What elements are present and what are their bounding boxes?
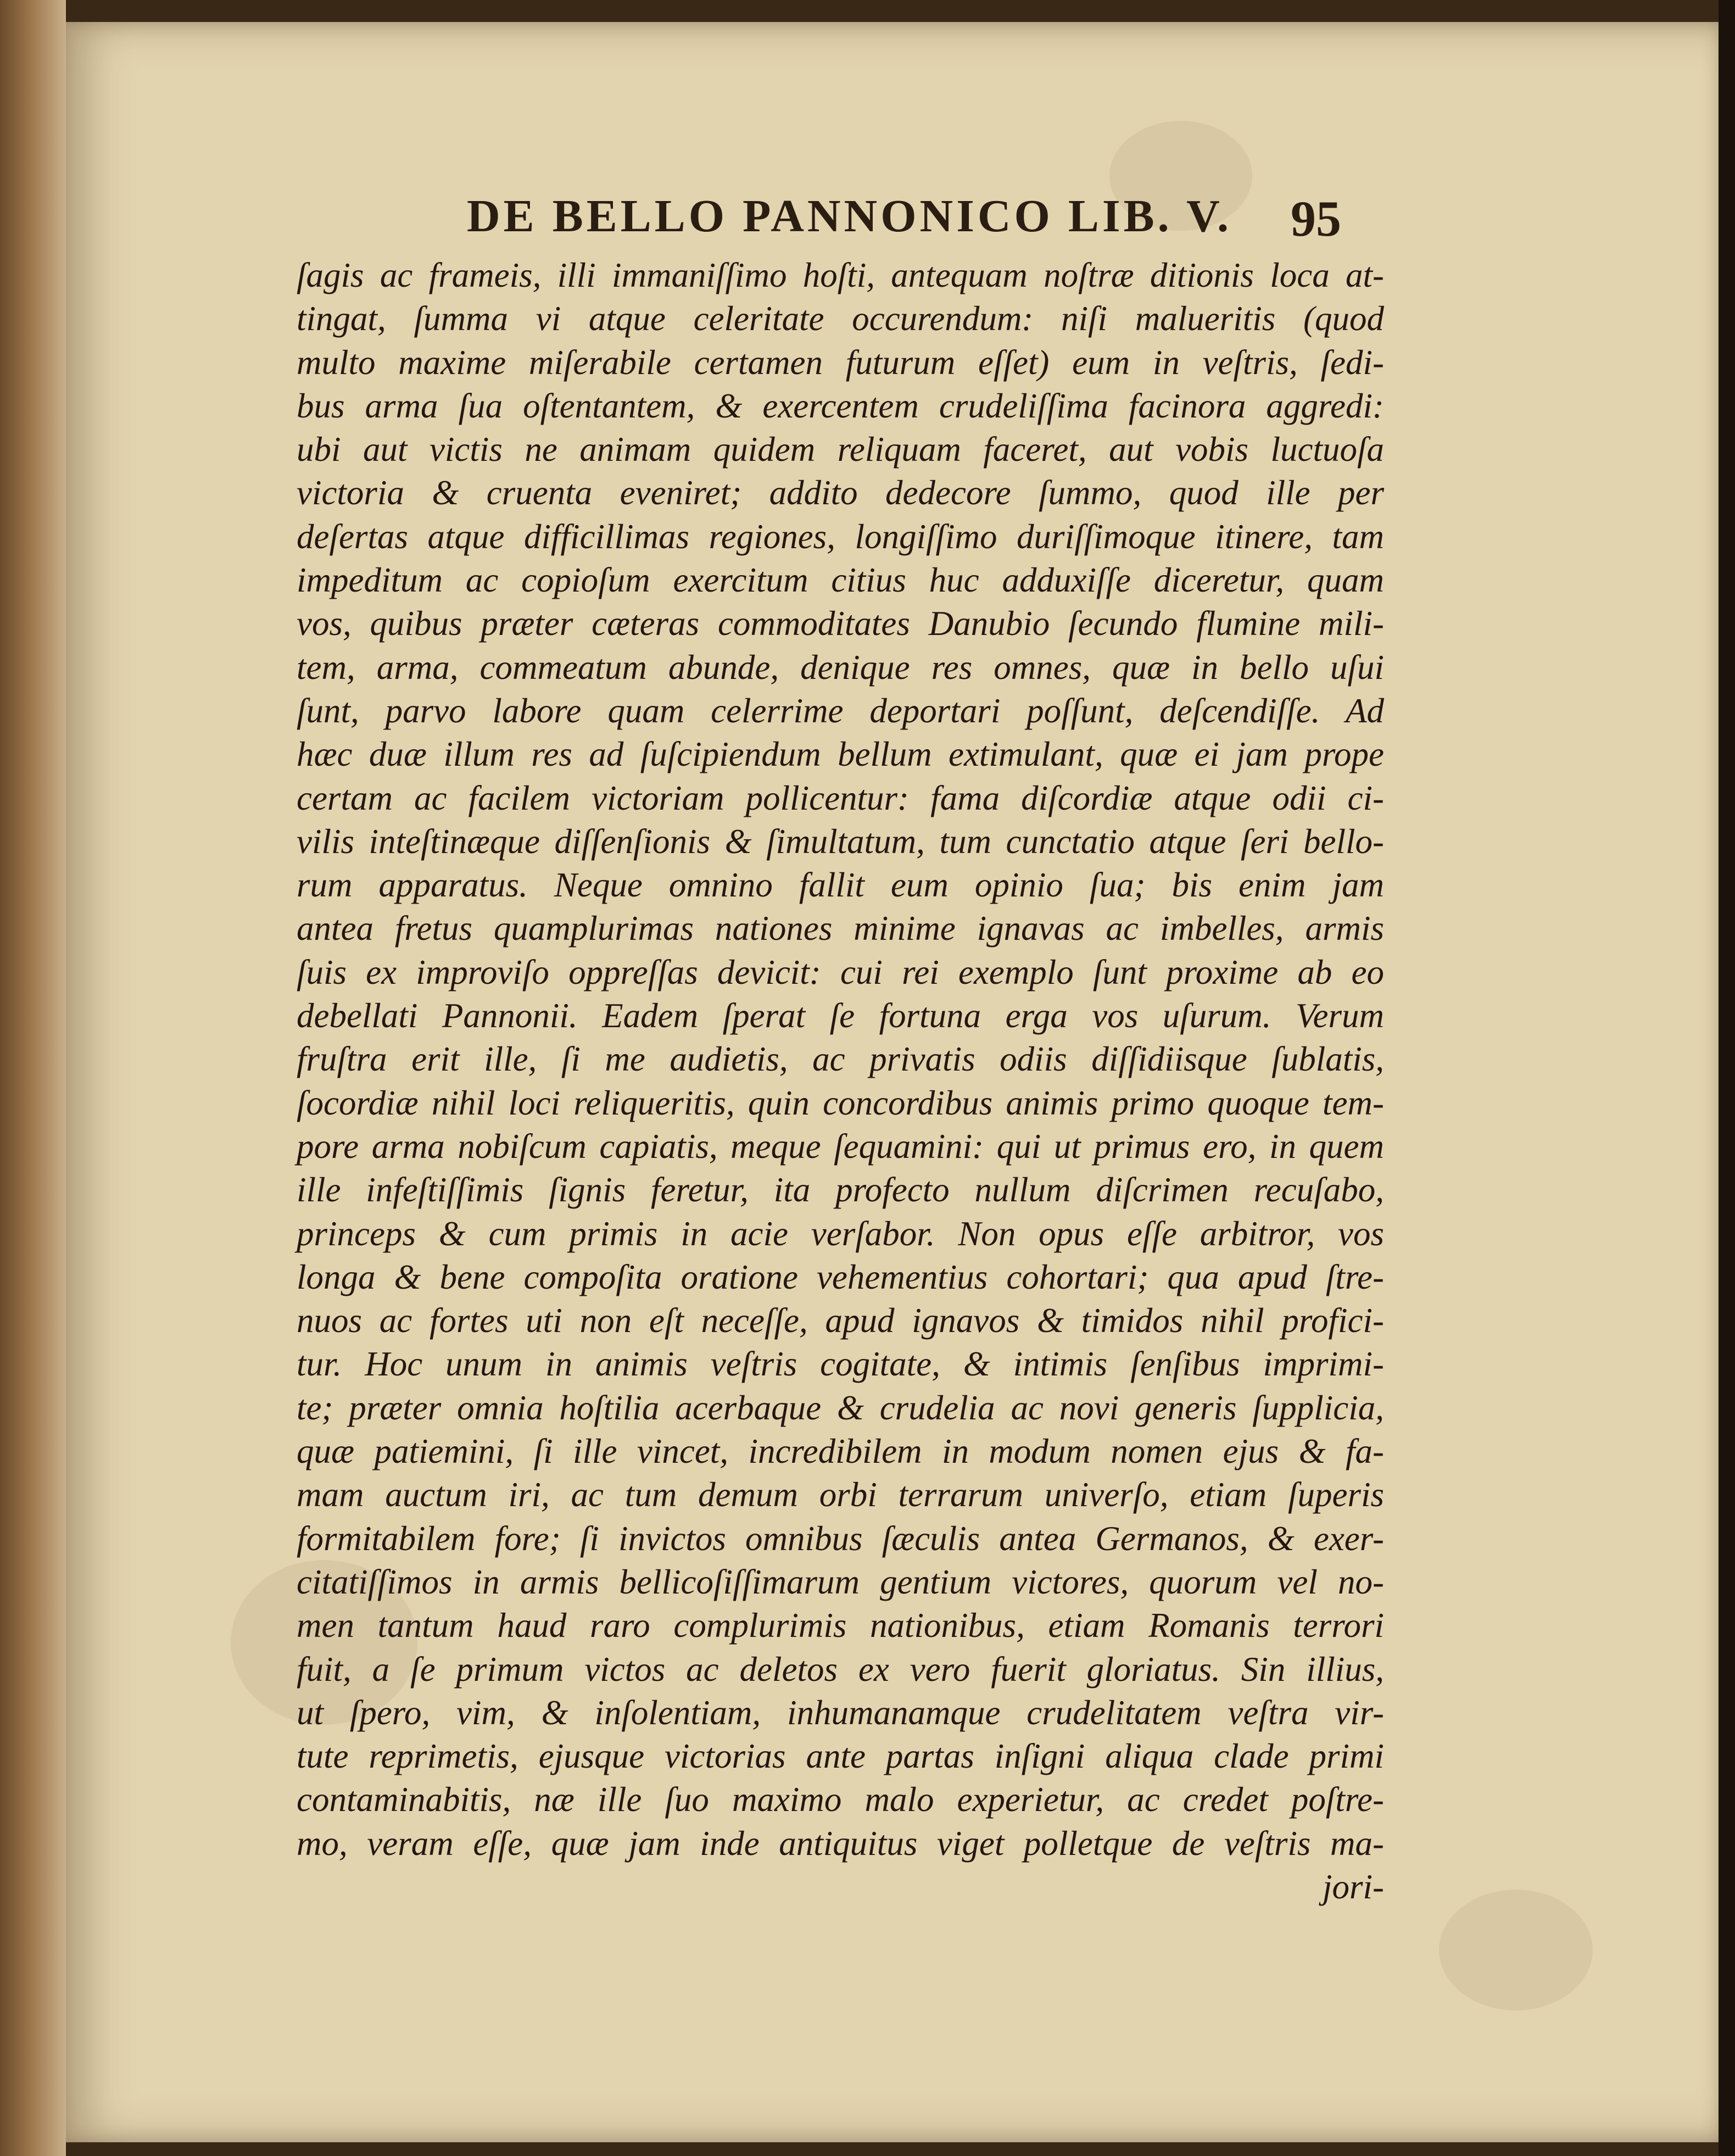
text-line: certam ac facilem victoriam pollicentur: fama diſcordiæ atque odii ci-	[297, 778, 1384, 817]
text-line: antea fretus quamplurimas nationes minime ignavas ac imbelles, armis	[297, 909, 1384, 948]
text-line: pore arma nobiſcum capiatis, meque ſequamini: qui ut primus ero, in quem	[297, 1127, 1384, 1166]
text-line: multo maxime miſerabile certamen futurum eſſet) eum in veſtris, ſedi-	[297, 343, 1384, 382]
text-line: formitabilem fore; ſi invictos omnibus ſæculis antea Germanos, & exer-	[297, 1519, 1384, 1558]
text-line: mo, veram eſſe, quæ jam inde antiquitus viget polletque de veſtris ma-	[297, 1824, 1384, 1863]
running-head: DE BELLO PANNONICO LIB. V.	[467, 191, 1232, 242]
text-line: tingat, ſumma vi atque celeritate occurendum: niſi malueritis (quod	[297, 299, 1384, 338]
text-line: debellati Pannonii. Eadem ſperat ſe fortuna erga vos uſurum. Verum	[297, 996, 1384, 1035]
text-line: nuos ac fortes uti non eſt neceſſe, apud ignavos & timidos nihil profici-	[297, 1301, 1384, 1340]
page-number: 95	[1291, 191, 1341, 247]
text-line: ſocordiæ nihil loci reliqueritis, quin concordibus animis primo quoque tem-	[297, 1083, 1384, 1122]
text-line: fuit, a ſe primum victos ac deletos ex vero fuerit gloriatus. Sin illius,	[297, 1650, 1384, 1689]
text-line: te; præter omnia hoſtilia acerbaque & crudelia ac novi generis ſupplicia,	[297, 1388, 1384, 1427]
text-line: vos, quibus præter cæteras commoditates Danubio ſecundo flumine mili-	[297, 604, 1384, 643]
text-line: tur. Hoc unum in animis veſtris cogitate, & intimis ſenſibus imprimi-	[297, 1345, 1384, 1384]
text-line: contaminabitis, næ ille ſuo maximo malo experietur, ac credet poſtre-	[297, 1780, 1384, 1819]
text-line: ſunt, parvo labore quam celerrime deportari poſſunt, deſcendiſſe. Ad	[297, 691, 1384, 730]
text-line: ille infeſtiſſimis ſignis feretur, ita profecto nullum diſcrimen recuſabo,	[297, 1171, 1384, 1210]
text-line: hæc duæ illum res ad ſuſcipiendum bellum extimulant, quæ ei jam prope	[297, 735, 1384, 774]
text-line: tute reprimetis, ejusque victorias ante partas inſigni aliqua clade primi	[297, 1737, 1384, 1776]
text-line: bus arma ſua oſtentantem, & exercentem crudeliſſima facinora aggredi:	[297, 386, 1384, 425]
text-line: quæ patiemini, ſi ille vincet, incredibilem in modum nomen ejus & fa-	[297, 1432, 1384, 1471]
text-line: impeditum ac copioſum exercitum citius huc adduxiſſe diceretur, quam	[297, 561, 1384, 600]
book-gutter	[0, 0, 66, 2156]
text-line: ut ſpero, vim, & inſolentiam, inhumanamque crudelitatem veſtra vir-	[297, 1693, 1384, 1732]
body-text	[297, 254, 1384, 1909]
page-header	[467, 190, 1401, 255]
text-line: ubi aut victis ne animam quidem reliquam faceret, aut vobis luctuoſa	[297, 430, 1384, 469]
text-line: ſagis ac frameis, illi immaniſſimo hoſti, antequam noſtræ ditionis loca at-	[297, 256, 1384, 294]
text-line: men tantum haud raro complurimis nationibus, etiam Romanis terrori	[297, 1606, 1384, 1645]
text-line: tem, arma, commeatum abunde, denique res omnes, quæ in bello uſui	[297, 648, 1384, 687]
text-line: fruſtra erit ille, ſi me audietis, ac privatis odiis diſſidiisque ſublatis,	[297, 1040, 1384, 1079]
text-line: ſuis ex improviſo oppreſſas devicit: cui rei exemplo ſunt proxime ab eo	[297, 952, 1384, 991]
text-line: rum apparatus. Neque omnino fallit eum opinio ſua; bis enim jam	[297, 866, 1384, 905]
text-line: deſertas atque difficillimas regiones, longiſſimo duriſſimoque itinere, tam	[297, 517, 1384, 556]
catchword: jori-	[1322, 1867, 1384, 1906]
text-line: vilis inteſtinæque diſſenſionis & ſimultatum, tum cunctatio atque ſeri bello-	[297, 822, 1384, 861]
paper-stain	[1439, 1890, 1593, 2010]
text-line: victoria & cruenta eveniret; addito dedecore ſummo, quod ille per	[297, 473, 1384, 512]
text-line: citatiſſimos in armis bellicoſiſſimarum gentium victores, quorum vel no-	[297, 1562, 1384, 1601]
text-line: princeps & cum primis in acie verſabor. Non opus eſſe arbitror, vos	[297, 1214, 1384, 1253]
page-edge-shadow	[1719, 0, 1735, 2156]
text-line: longa & bene compoſita oratione vehementius cohortari; qua apud ſtre-	[297, 1257, 1384, 1296]
text-line: mam auctum iri, ac tum demum orbi terrarum univerſo, etiam ſuperis	[297, 1475, 1384, 1514]
